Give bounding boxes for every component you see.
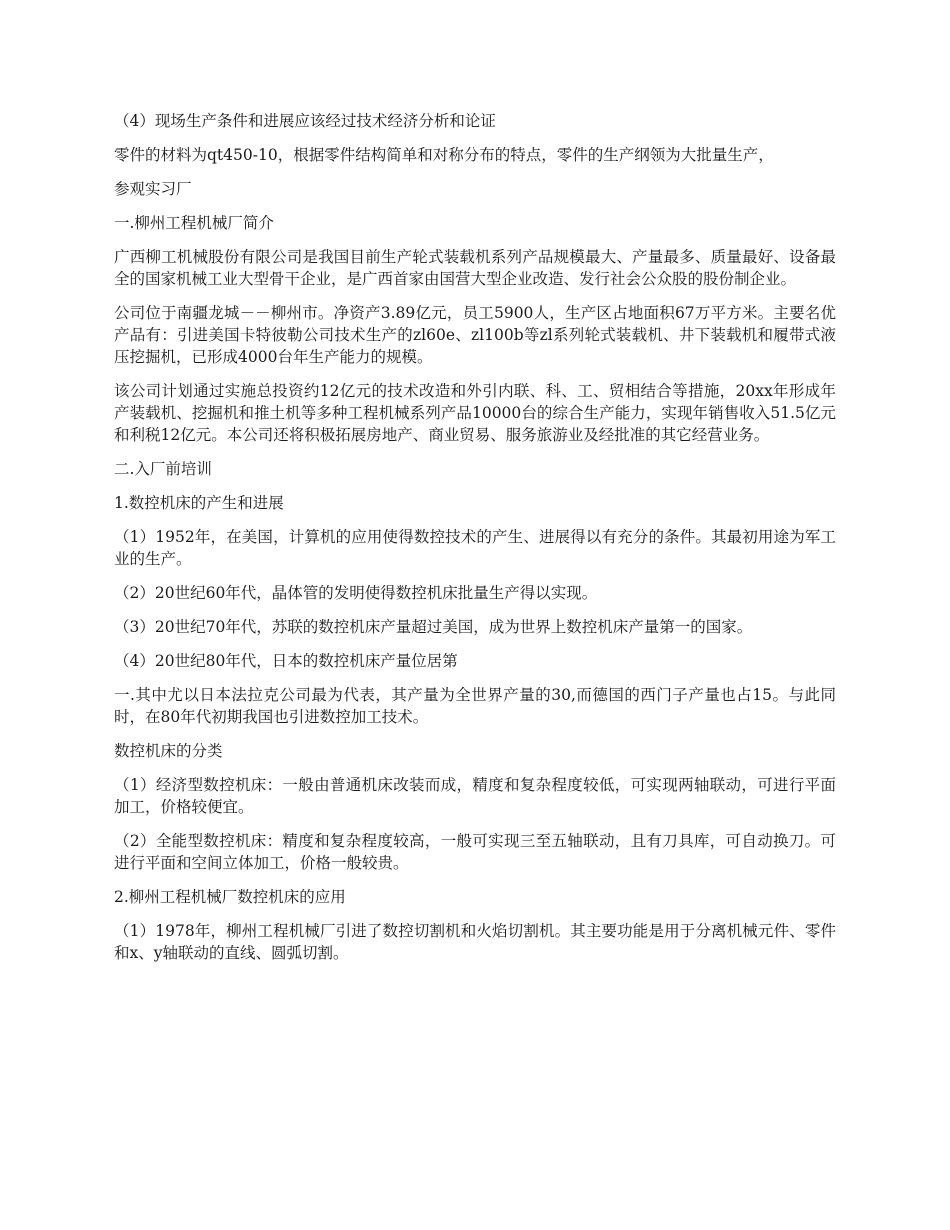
list-item: （1）1978年，柳州工程机械厂引进了数控切割机和火焰切割机。其主要功能是用于分离机械元件、零件和x、y轴联动的直线、圆弧切割。: [114, 922, 836, 962]
section-heading: 1.数控机床的产生和进展: [114, 494, 284, 512]
section-heading: 二.入厂前培训: [114, 460, 212, 478]
paragraph: 零件的材料为qt450-10，根据零件结构简单和对称分布的特点，零件的生产纲领为大批量生产，: [114, 146, 774, 164]
section-heading: 一.柳州工程机械厂简介: [114, 214, 274, 232]
paragraph: （4）现场生产条件和进展应该经过技术经济分析和论证: [114, 112, 496, 130]
section-heading: 数控机床的分类: [114, 742, 223, 760]
list-item: （4）20世纪80年代，日本的数控机床产量位居第: [114, 652, 458, 670]
section-heading: 2.柳州工程机械厂数控机床的应用: [114, 888, 346, 906]
paragraph: 公司位于南疆龙城－－柳州市。净资产3.89亿元，员工5900人，生产区占地面积67万平方米。主要名优产品有：引进美国卡特彼勒公司技术生产的zl60e、zl100b等zl系列轮式装载机、井下装载机和履带式液压挖掘机，已形成4000台年生产能力的规模。: [114, 304, 836, 366]
paragraph: 广西柳工机械股份有限公司是我国目前生产轮式装载机系列产品规模最大、产量最多、质量最好、设备最全的国家机械工业大型骨干企业，是广西首家由国营大型企业改造、发行社会公众股的股份制企业。: [114, 248, 836, 288]
list-item: （3）20世纪70年代，苏联的数控机床产量超过美国，成为世界上数控机床产量第一的国家。: [114, 618, 753, 636]
list-item: （1）经济型数控机床：一般由普通机床改装而成，精度和复杂程度较低，可实现两轴联动，可进行平面加工，价格较便宜。: [114, 776, 836, 816]
paragraph: 一.其中尤以日本法拉克公司最为代表，其产量为全世界产量的30,而德国的西门子产量也占15。与此同时，在80年代初期我国也引进数控加工技术。: [114, 686, 836, 726]
list-item: （2）20世纪60年代，晶体管的发明使得数控机床批量生产得以实现。: [114, 584, 598, 602]
list-item: （1）1952年，在美国，计算机的应用使得数控技术的产生、进展得以有充分的条件。其最初用途为军工业的生产。: [114, 528, 836, 568]
paragraph: 该公司计划通过实施总投资约12亿元的技术改造和外引内联、科、工、贸相结合等措施，20xx年形成年产装载机、挖掘机和推土机等多种工程机械系列产品10000台的综合生产能力，实现年销售收入51.5亿元和利税12亿元。本公司还将积极拓展房地产、商业贸易、服务旅游业及经批准的其它经营业务。: [114, 382, 836, 444]
section-heading: 参观实习厂: [114, 180, 192, 198]
document-page: [114, 110, 836, 976]
list-item: （2）全能型数控机床：精度和复杂程度较高，一般可实现三至五轴联动，且有刀具库，可自动换刀。可进行平面和空间立体加工，价格一般较贵。: [114, 832, 836, 872]
